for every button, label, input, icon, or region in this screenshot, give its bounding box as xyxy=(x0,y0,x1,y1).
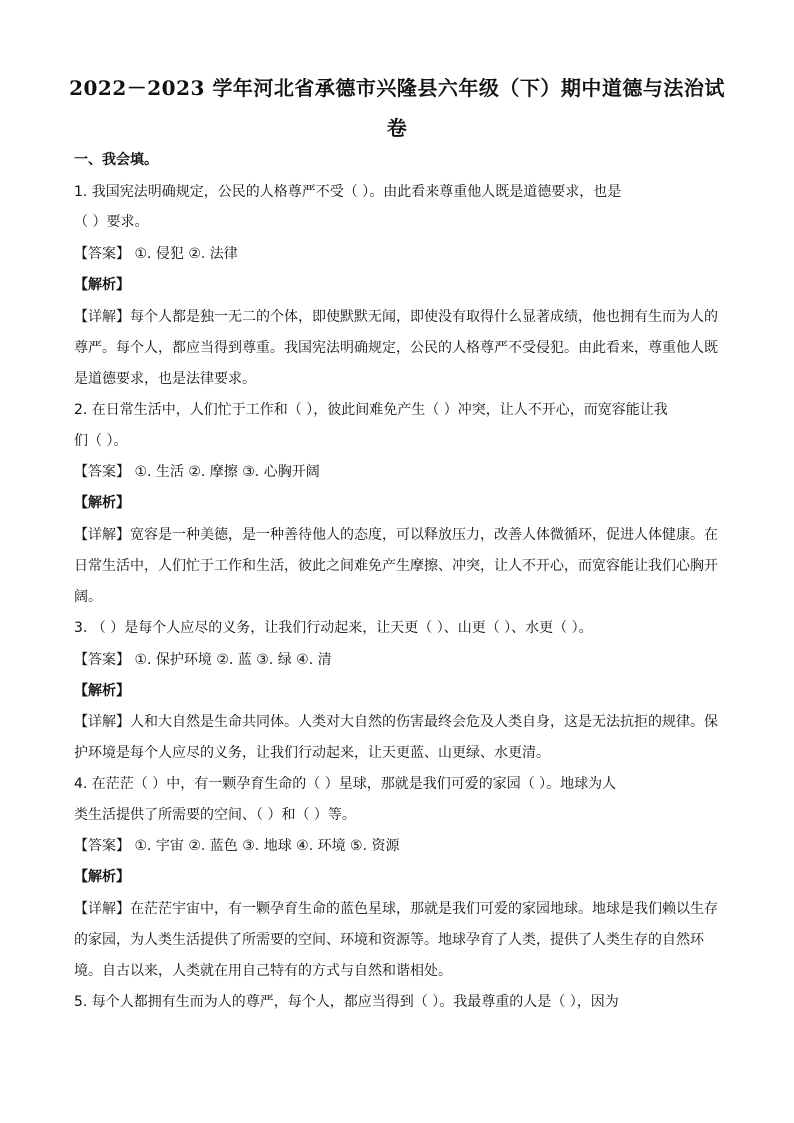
detail-3-line-1: 【详解】人和大自然是生命共同体。人类对大自然的伤害最终会危及人类自身，这是无法抗拒的规律。保 xyxy=(74,714,718,730)
document-title-line-1: 2022－2023 学年河北省承德市兴隆县六年级（下）期中道德与法治试 xyxy=(69,76,725,100)
detail-2-line-2: 日常生活中，人们忙于工作和生活，彼此之间难免产生摩擦、冲突，让人不开心，而宽容能让我们心胸开 xyxy=(74,558,718,574)
detail-1-line-1: 【详解】每个人都是独一无二的个体，即使默默无闻，即使没有取得什么显著成绩，他也拥有生而为人的 xyxy=(74,309,718,325)
analysis-4-label: 【解析】 xyxy=(74,869,130,885)
question-3: 3. （ ）是每个人应尽的义务，让我们行动起来，让天更（ ）、山更（ ）、水更（ ）。 xyxy=(74,620,593,636)
answer-3: 【答案】 ①. 保护环境 ②. 蓝 ③. 绿 ④. 清 xyxy=(74,652,332,668)
answer-4: 【答案】 ①. 宇宙 ②. 蓝色 ③. 地球 ④. 环境 ⑤. 资源 xyxy=(74,838,400,854)
question-2-line-1: 2. 在日常生活中，人们忙于工作和（ ），彼此间难免产生（ ）冲突，让人不开心，而宽容能让我 xyxy=(74,402,668,418)
detail-1-line-2: 尊严。每个人，都应当得到尊重。我国宪法明确规定，公民的人格尊严不受侵犯。由此看来，尊重他人既 xyxy=(74,340,718,356)
question-1-line-1: 1. 我国宪法明确规定，公民的人格尊严不受（ ）。由此看来尊重他人既是道德要求，也是 xyxy=(74,184,622,200)
section-heading: 一、我会填。 xyxy=(74,152,158,168)
detail-2-line-1: 【详解】宽容是一种美德，是一种善待他人的态度，可以释放压力，改善人体微循环，促进人体健康。在 xyxy=(74,527,718,543)
question-5-line-1: 5. 每个人都拥有生而为人的尊严，每个人，都应当得到（ ）。我最尊重的人是（ ），因为 xyxy=(74,994,619,1010)
answer-2: 【答案】 ①. 生活 ②. 摩擦 ③. 心胸开阔 xyxy=(74,464,320,480)
question-4-line-2: 类生活提供了所需要的空间、（ ）和（ ）等。 xyxy=(74,807,356,823)
detail-4-line-3: 境。自古以来，人类就在用自己特有的方式与自然和谐相处。 xyxy=(74,963,452,979)
detail-3-line-2: 护环境是每个人应尽的义务，让我们行动起来，让天更蓝、山更绿、水更清。 xyxy=(74,745,550,761)
detail-4-line-2: 的家园，为人类生活提供了所需要的空间、环境和资源等。地球孕育了人类，提供了人类生存的自然环 xyxy=(74,932,704,948)
question-1-line-2: （ ）要求。 xyxy=(74,214,149,230)
analysis-1-label: 【解析】 xyxy=(74,277,130,293)
question-4-line-1: 4. 在茫茫（ ）中，有一颗孕育生命的（ ）星球，那就是我们可爱的家园（ ）。地球为人 xyxy=(74,776,617,792)
answer-1: 【答案】 ①. 侵犯 ②. 法律 xyxy=(74,246,238,262)
analysis-2-label: 【解析】 xyxy=(74,495,130,511)
document-title-line-2: 卷 xyxy=(386,116,408,140)
detail-4-line-1: 【详解】在茫茫宇宙中，有一颗孕育生命的蓝色星球，那就是我们可爱的家园地球。地球是我们赖以生存 xyxy=(74,901,718,917)
detail-2-line-3: 阔。 xyxy=(74,589,102,605)
detail-1-line-3: 是道德要求，也是法律要求。 xyxy=(74,371,256,387)
analysis-3-label: 【解析】 xyxy=(74,683,130,699)
question-2-line-2: 们（ ）。 xyxy=(74,433,128,449)
